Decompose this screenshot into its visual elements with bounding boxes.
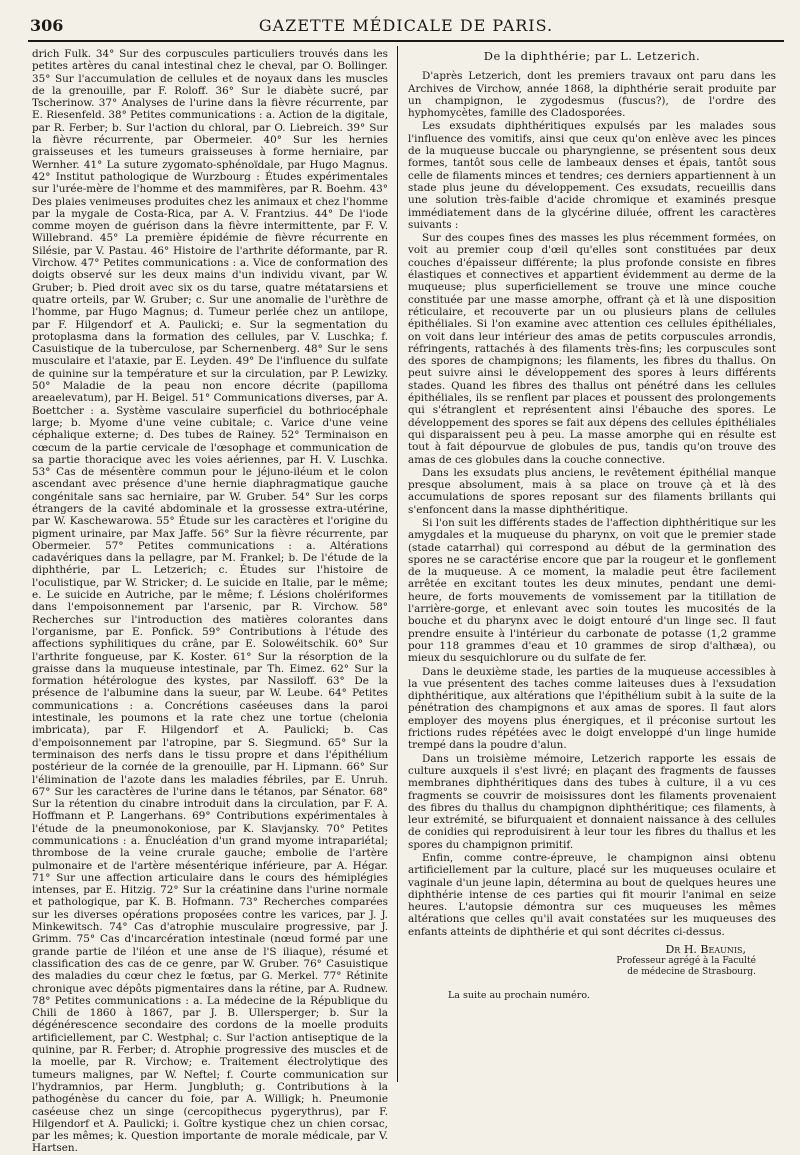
author-signature: Dr H. Beaunis, bbox=[665, 943, 746, 957]
article-paragraph: Dans le deuxième stade, les parties de la muqueuse accessibles à la vue présentent des taches comme laiteuses dues à l'exsudation diphthéritique, aux altérations que l'épithélium subit à la suite de la pénétration des champignons et aux amas de spores. Il faut alors employer des moyens plus énergiques, et il préconise surtout les frictions rudes répétées avec le doigt enveloppé d'un linge humide trempé dans la poudre d'alun. bbox=[408, 665, 776, 752]
journal-title: GAZETTE MÉDICALE DE PARIS. bbox=[258, 15, 554, 35]
article-paragraph: Enfin, comme contre-épreuve, le champignon ainsi obtenu artificiellement par la culture, placé sur les muqueuses oculaire et vaginale d'un jeune lapin, détermina au bout de quelques heures une diphthérie intense de ces parties qui fit mourir l'animal en seize heures. L'autopsie démontra sur ces muqueuses les mêmes altérations que celles qu'il avait constatées sur les muqueuses des enfants atteints de diphthérie et qui sont décrites ci-dessus. bbox=[408, 852, 776, 938]
page-header bbox=[30, 12, 782, 38]
article-paragraph: D'après Letzerich, dont les premiers travaux ont paru dans les Archives de Virchow, année 1868, la diphthérie serait produite par un champignon, le zygodesmus (fuscus?), de l'ordre des hyphomycètes, famille des Cladosporées. bbox=[408, 70, 776, 120]
article-paragraph: Dans les exsudats plus anciens, le revêtement épithélial manque presque absolument, mais à sa place on trouve çà et là des accumulations de spores reposant sur des filaments brillants qui s'enfoncent dans la masse diphthéritique. bbox=[408, 466, 776, 516]
bibliography-list: drich Fulk. 34° Sur des corpuscules particuliers trouvés dans les petites artères du canal intestinal chez le cheval, par O. Bollinger. 35° Sur l'accumulation de cellules et de noyaux dans les muscles de la grenouille, par F. Roloff. 36° Sur le diabète sucré, par Tscherinow. 37° Analyses de l'urine dans la fièvre récurrente, par E. Riesenfeld. 38° Petites communications : a. Action de la digitale, par R. Ferber; b. Sur l'action du chloral, par O. Liebreich. 39° Sur la fièvre récurrente, par Obermeier. 40° Sur les hernies graisseuses et les tumeurs graisseuses à forme herniaire, par Wernher. 41° La suture zygomato-sphénoïdale, par Hugo Magnus. 42° Institut pathologique de Wurzbourg : Études expérimentales sur l'urée-mère de l'homme et des mammifères, par R. Boehm. 43° Des plaies venimeuses produites chez les animaux et chez l'homme par la mygale de Costa-Rica, par A. V. Frantzius. 44° De l'iode comme moyen de guérison dans la fièvre intermittente, par F. V. Willebrand. 45° La première épidémie de fièvre récurrente en Silésie, par V. Pastau. 46° Histoire de l'arthrite déformante, par R. Virchow. 47° Petites communications : a. Vice de conformation des doigts observé sur les deux mains d'un individu vivant, par W. Gruber; b. Pied droit avec six os du tarse, quatre métatarsiens et quatre orteils, par W. Gruber; c. Sur une anomalie de l'urèthre de l'homme, par Hugo Magnus; d. Tumeur perlée chez un antilope, par F. Hilgendorf et A. Paulicki; e. Sur la segmentation du protoplasma dans la formation des cellules, par V. Luschka; f. Casuistique de la tuberculose, par Schernenberg. 48° Sur le sens musculaire et l'ataxie, par E. Leyden. 49° De l'influence du sulfate de quinine sur la température et sur la circulation, par P. Lewizky. 50° Maladie de la peau non encore décrite (papilloma areaelevatum), par H. Beigel. 51° Communications diverses, par A. Boettcher : a. Système vasculaire superficiel du bothriocéphale large; b. Myome d'une veine cubitale; c. Varice d'une veine céphalique externe; d. Des tubes de Rainey. 52° Terminaison en cœcum de la partie cervicale de l'œsophage et communication de sa partie thoracique avec les voies aériennes, par H. V. Luschka. 53° Cas de mésentère commun pour le jéjuno-iléum et le colon ascendant avec présence d'une hernie diaphragmatique gauche congénitale sans sac herniaire, par W. Gruber. 54° Sur les corps étrangers de la cavité abdominale et la grossesse extra-utérine, par W. Kaschewarowa. 55° Étude sur les caractères et l'origine du pigment urinaire, par Max Jaffe. 56° Sur la fièvre récurrente, par Obermeier. 57° Petites communications : a. Altérations cadavériques dans la pellagre, par M. Frankel; b. De l'étude de la diphthérie, par L. Letzerich; c. Études sur l'histoire de l'oculistique, par W. Stricker; d. Le suicide en Italie, par le même; e. Le suicide en Autriche, par le même; f. Lésions cholériformes dans l'empoisonnement par l'arsenic, par R. Virchow. 58° Recherches sur l'introduction des matières colorantes dans l'organisme, par E. Ponfick. 59° Contributions à l'étude des affections syphilitiques du crâne, par E. Solowéitschik. 60° Sur l'arthrite fongueuse, par K. Koster. 61° Sur la résorption de la graisse dans la muqueuse intestinale, par Th. Eimez. 62° Sur la formation hétérologue des kystes, par Nassiloff. 63° De la présence de l'albumine dans la sueur, par W. Leube. 64° Petites communications : a. Concrétions caséeuses dans la paroi intestinale, les poumons et la rate chez une tortue (chelonia imbricata), par F. Hilgendorf et A. Paulicki; b. Cas d'empoisonnement par l'atropine, par S. Siegmund. 65° Sur la terminaison des nerfs dans le tissu propre et dans l'épithélium postérieur de la cornée de la grenouille, par H. Lipmann. 66° Sur l'élimination de l'azote dans les maladies fébriles, par E. Unruh. 67° Sur les caractères de l'urine dans le tétanos, par Sénator. 68° Sur la rétention du cinabre introduit dans la circulation, par F. A. Hoffmann et P. Langerhans. 69° Contributions expérimentales à l'étude de la pneumonokoniose, par K. Slavjansky. 70° Petites communications : a. Énucléation d'un grand myome intrapariétal; thrombose de la veine crurale gauche; embolie de l'artère pulmonaire et de l'artère mésentérique inférieure, par A. Hégar. 71° Sur une affection articulaire dans le cours des hémiplégies intenses, par E. Hitzig. 72° Sur la créatinine dans l'urine normale et pathologique, par K. B. Hofmann. 73° Recherches comparées sur les diverses opérations proposées contre les varices, par J. J. Minkewitsch. 74° Cas d'atrophie musculaire progressive, par J. Grimm. 75° Cas d'incarcération intestinale (nœud formé par une grande partie de l'iléon et une anse de l'S iliaque), résumé et classification des cas de ce genre, par W. Gruber. 76° Casuistique des maladies du cœur chez le fœtus, par G. Merkel. 77° Rétinite chronique avec dépôts pigmentaires dans la rétine, par A. Rudnew. 78° Petites communications : a. La médecine de la République du Chili de 1860 à 1867, par J. B. Ullersperger; b. Sur la dégénérescence secondaire des cordons de la moelle produits artificiellement, par C. Westphal; c. Sur l'action antiseptique de la quinine, par R. Ferber; d. Atrophie progressive des muscles et de la moelle, par R. Virchow; e. Traitement électrolytique des tumeurs malignes, par W. Neftel; f. Courte communication sur l'hydramnios, par Herm. Jungbluth; g. Contributions à la pathogénèse du cancer du foie, par A. Willigk; h. Pneumonie caséeuse chez un singe (cercopithecus pygerythrus), par F. Hilgendorf et A. Paulicki; i. Goître kystique chez un chien corsac, par les mêmes; k. Question importante de morale médicale, par V. Hartsen. bbox=[32, 48, 388, 1155]
article-title: De la diphthérie; par L. Letzerich. bbox=[483, 49, 701, 63]
article-paragraph: Si l'on suit les différents stades de l'affection diphthéritique sur les amygdales et la muqueuse du pharynx, on voit que le premier stade (stade catarrhal) qui correspond au début de la germination des spores ne se caractérise encore que par la rougeur et le gonflement de la muqueuse. A ce moment, la maladie peut être facilement arrêtée en excitant toutes les deux minutes, pendant une demi-heure, de forts mouvements de vomissement par la titillation de l'arrière-gorge, et enlevant avec soin toutes les mucosités de la bouche et du pharynx avec le doigt entouré d'un linge sec. Il faut prendre ensuite à l'intérieur du carbonate de potasse (1,2 gramme pour 118 grammes d'eau et 10 grammes de sirop d'althæa), ou mieux du sesquichlorure ou du sulfate de fer. bbox=[408, 516, 776, 665]
left-column bbox=[32, 48, 388, 1155]
article-paragraph: Les exsudats diphthéritiques expulsés par les malades sous l'influence des vomitifs, ainsi que ceux qu'on enlève avec les pinces de la muqueuse buccale ou pharyngienne, se présentent sous deux formes, tantôt sous celle de lambeaux denses et épais, tantôt sous celle de filaments minces et tendres; ces derniers appartiennent à un stade plus jeune du développement. Ces exsudats, recueillis dans une solution très-faible d'acide chromique et examinés presque immédiatement dans de la glycérine diluée, offrent les caractères suivants : bbox=[408, 120, 776, 231]
header-rule bbox=[28, 40, 784, 42]
continued-note: La suite au prochain numéro. bbox=[448, 990, 590, 1002]
author-role-line-1: Professeur agrégé à la Faculté bbox=[616, 956, 756, 967]
author-role-line-2: de médecine de Strasbourg. bbox=[627, 967, 756, 978]
column-divider bbox=[397, 46, 398, 1082]
article-paragraph: Sur des coupes fines des masses les plus récemment formées, on voit au premier coup d'œil qu'elles sont constituées par deux couches d'épaisseur différente; la plus profonde consiste en fibres élastiques et connectives et appartient évidemment au derme de la muqueuse; plus superficiellement se trouve une mince couche constituée par une masse amorphe, offrant çà et là une disposition réticulaire, et recouverte par un ou plusieurs plans de cellules épithéliales. Si l'on examine avec attention ces cellules épithéliales, on voit dans leur intérieur des amas de petits corpuscules arrondis, réfringents, rattachés à des filaments très-fins; les corpuscules sont des spores de champignons; les filaments, les fibres du thallus. On peut suivre ainsi le développement des spores à leurs différents stades. Quand les fibres des thallus ont pénétré dans les cellules épithéliales, ils se renflent par places et poussent des prolongements qui s'étranglent et représentent ainsi l'ébauche des spores. Le développement des spores se fait aux dépens des cellules épithéliales qui disparaissent peu à peu. La masse amorphe qui en résulte est tout à fait dépourvue de globules de pus, tandis qu'on trouve des amas de ces globules dans la couche connective. bbox=[408, 232, 776, 466]
page-number: 306 bbox=[30, 15, 64, 35]
article-paragraph: Dans un troisième mémoire, Letzerich rapporte les essais de culture auxquels il s'est livré; en plaçant des fragments de fausses membranes diphthéritiques dans des tubes à culture, il a vu ces fragments se couvrir de moisissures dont les filaments provenaient des fibres du thallus du champignon diphthéritique; ces filaments, à leur extrémité, se bifurquaient et donnaient naissance à des cellules de conidies qui reproduisirent à leur tour les fibres du thallus et les spores du champignon primitif. bbox=[408, 752, 776, 851]
right-column bbox=[408, 48, 776, 1003]
